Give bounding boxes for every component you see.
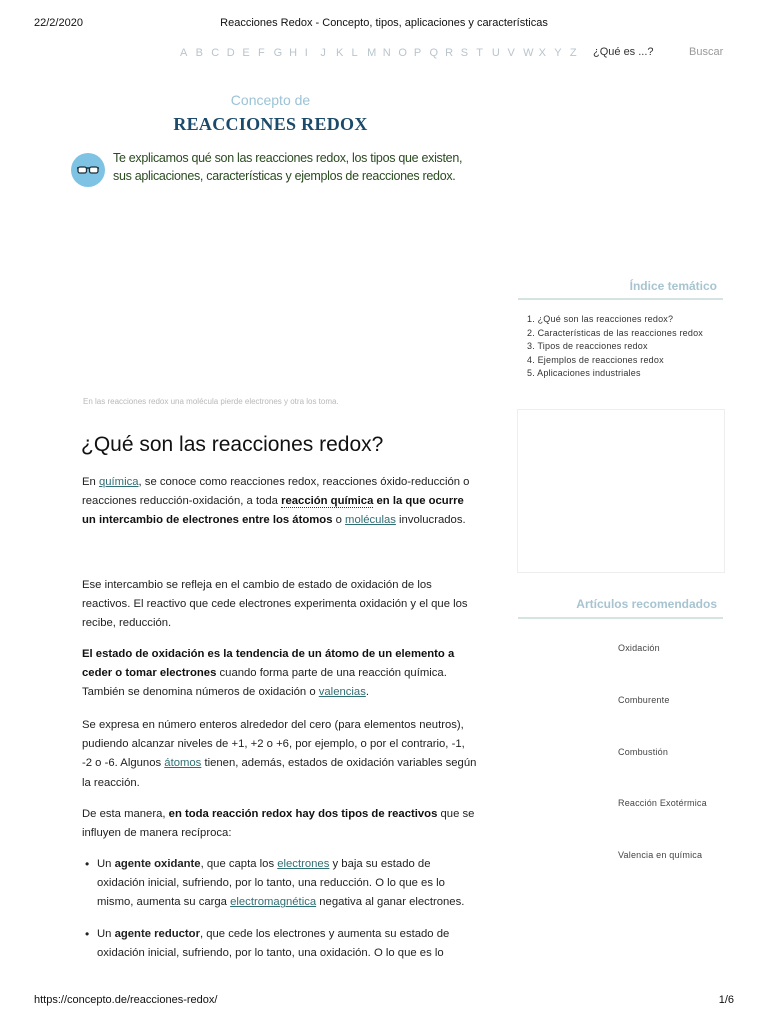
list-item (82, 925, 477, 963)
search-link[interactable]: Buscar (689, 46, 724, 58)
paragraph-4-text-b: tienen, además, estados de oxidación variables según la reacción. (82, 757, 477, 789)
paragraph-2: Ese intercambio se refleja en el cambio de estado de oxidación de los reactivos. El reactivo que cede electrones experimenta oxidación y el que los recibe, reducción. (82, 579, 468, 630)
index-title: Índice temático (629, 279, 717, 293)
paragraph-1-text-d: involucrados. (395, 514, 466, 527)
alphabet-letter-s[interactable]: S (460, 47, 469, 59)
alphabet-nav (180, 47, 585, 59)
alphabet-letter-l[interactable]: L (351, 47, 358, 59)
alphabet-letter-d[interactable]: D (226, 47, 235, 59)
page-title: REACCIONES REDOX (173, 114, 368, 134)
image-caption: En las reacciones redox una molécula pierde electrones y otra los toma. (83, 397, 339, 406)
bullet-1-text-a: Un (97, 858, 115, 870)
alphabet-letter-b[interactable]: B (195, 47, 203, 59)
electrones-link[interactable]: electrones (277, 858, 330, 870)
recommended-article-combustion[interactable]: Combustión (618, 747, 669, 757)
concepto-de-label: Concepto de (230, 92, 311, 108)
alphabet-letter-e[interactable]: E (242, 47, 250, 59)
reactivos-list (82, 855, 477, 975)
que-es-link[interactable]: ¿Qué es ...? (593, 46, 654, 58)
bullet-1-text-b: , que capta los (200, 858, 278, 870)
recommended-title: Artículos recomendados (576, 597, 717, 611)
paragraph-5-bold: en toda reacción redox hay dos tipos de reactivos (168, 808, 438, 820)
recommended-article-oxidacion[interactable]: Oxidación (618, 643, 660, 653)
agente-oxidante-term: agente oxidante (114, 858, 201, 870)
quimica-link[interactable]: química (98, 476, 139, 488)
recommended-article-reaccion-exotermica[interactable]: Reacción Exotérmica (618, 798, 707, 808)
list-item (82, 855, 477, 913)
toc-item-3[interactable]: 3. Tipos de reacciones redox (527, 341, 648, 352)
paragraph-1-bold: en la que ocurre un intercambio de electrones entre los átomos (82, 495, 464, 527)
paragraph-3-text-a: cuando forma parte de una reacción química. También se denomina números de oxidación o (82, 667, 447, 699)
paragraph-4-text-a: Se expresa en número enteros alrededor del cero (para elementos neutros), pudiendo alcanzar niveles de +1, +2 o +6, por ejemplo, o por el contrario, -1, -2 o -6. Algunos (82, 719, 465, 770)
print-date: 22/2/2020 (34, 17, 83, 29)
paragraph-1 (82, 473, 477, 531)
alphabet-letter-x[interactable]: X (538, 47, 546, 59)
alphabet-letter-r[interactable]: R (445, 47, 454, 59)
paragraph-3-bold: El estado de oxidación es la tendencia de un átomo de un elemento a ceder o tomar electrones (82, 648, 455, 680)
print-url: https://concepto.de/reacciones-redox/ (34, 994, 218, 1006)
toc-item-2[interactable]: 2. Características de las reacciones redox (527, 327, 703, 338)
ad-placeholder (517, 409, 725, 573)
index-divider (518, 298, 723, 300)
bullet-1-text-c: y baja su estado de oxidación inicial, sufriendo, por lo tanto, una reducción. O lo que es lo mismo, aumenta su carga (97, 858, 445, 909)
paragraph-5-text-a: De esta manera, (82, 808, 169, 820)
table-of-contents (527, 313, 703, 381)
valencias-link[interactable]: valencias (318, 686, 366, 699)
alphabet-letter-n[interactable]: N (382, 47, 391, 59)
reaccion-quimica-term[interactable]: reacción química (281, 495, 374, 508)
alphabet-letter-p[interactable]: P (413, 47, 422, 59)
recommended-divider (518, 617, 723, 619)
alphabet-letter-k[interactable]: K (335, 47, 344, 59)
alphabet-letter-f[interactable]: F (257, 47, 265, 59)
alphabet-letter-g[interactable]: G (273, 47, 283, 59)
electromagnetica-link[interactable]: electromagnética (230, 896, 317, 909)
paragraph-3-text-b: . (365, 686, 369, 699)
alphabet-letter-a[interactable]: A (180, 47, 188, 59)
paragraph-1-text-a: En (82, 476, 99, 488)
paragraph-5-text-b: que se influyen de manera recíproca: (82, 808, 475, 840)
alphabet-letter-o[interactable]: O (398, 47, 407, 59)
toc-item-4[interactable]: 4. Ejemplos de reacciones redox (527, 354, 664, 365)
recommended-article-valencia[interactable]: Valencia en química (618, 850, 703, 860)
alphabet-letter-z[interactable]: Z (569, 47, 577, 59)
bullet-1-text-d: negativa al ganar electrones. (316, 896, 465, 909)
section-heading: ¿Qué son las reacciones redox? (81, 433, 384, 456)
toc-item-5[interactable]: 5. Aplicaciones industriales (527, 368, 641, 379)
agente-reductor-term: agente reductor (114, 927, 200, 940)
alphabet-letter-j[interactable]: J (320, 47, 326, 59)
alphabet-letter-h[interactable]: H (289, 47, 298, 59)
paragraph-4 (82, 716, 477, 793)
atomos-link[interactable]: átomos (164, 757, 202, 770)
alphabet-letter-m[interactable]: M (367, 47, 377, 59)
alphabet-letter-t[interactable]: T (476, 47, 484, 59)
alphabet-letter-c[interactable]: C (211, 47, 220, 59)
bullet-2-text-a: Un (97, 927, 115, 940)
alphabet-letter-w[interactable]: W (523, 47, 534, 59)
glasses-icon (71, 153, 105, 187)
bullet-2-text-b: , que cede los electrones y aumenta su estado de oxidación inicial, sufriendo, por lo tanto, una oxidación. O lo que es lo (97, 927, 450, 959)
alphabet-letter-i[interactable]: I (304, 47, 308, 59)
paragraph-1-text-c: o (332, 514, 346, 527)
alphabet-letter-q[interactable]: Q (429, 47, 439, 59)
print-page-title: Reacciones Redox - Concepto, tipos, aplicaciones y características (220, 17, 548, 29)
paragraph-1-text-b: , se conoce como reacciones redox, reacciones óxido-reducción o reacciones reducción-oxidación, a toda (82, 476, 470, 508)
alphabet-letter-v[interactable]: V (507, 47, 515, 59)
moleculas-link[interactable]: moléculas (345, 514, 396, 527)
intro-summary: Te explicamos qué son las reacciones redox, los tipos que existen, sus aplicaciones, características y ejemplos de reacciones redox. (113, 151, 463, 183)
alphabet-letter-u[interactable]: U (491, 47, 500, 59)
alphabet-letter-y[interactable]: Y (554, 47, 562, 59)
paragraph-3 (82, 645, 477, 703)
paragraph-5 (82, 805, 477, 843)
print-page-number: 1/6 (718, 994, 734, 1006)
recommended-article-comburente[interactable]: Comburente (618, 695, 670, 705)
toc-item-1[interactable]: 1. ¿Qué son las reacciones redox? (527, 314, 674, 324)
